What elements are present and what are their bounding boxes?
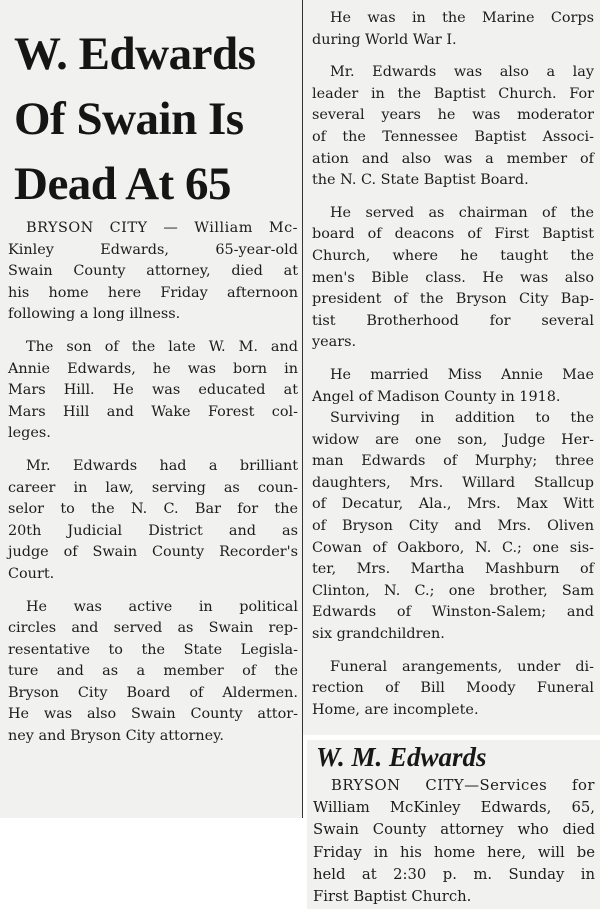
text-line: selor to the N. C. Bar for the (8, 501, 298, 518)
text-line: BRYSON CITY — William Mc- (26, 220, 298, 236)
text-line: of Decatur, Ala., Mrs. Max Witt (312, 496, 594, 513)
notice-heading: W. M. Edwards (316, 742, 487, 772)
text-line: First Baptist Church. (313, 888, 472, 906)
text-line: Bryson City Board of Aldermen. (8, 684, 298, 701)
text-line: following a long illness. (8, 306, 181, 323)
paragraph (8, 337, 298, 445)
paragraph (312, 657, 594, 722)
paragraph (312, 408, 594, 646)
text-line: Mr. Edwards had a brilliant (26, 457, 298, 474)
headline-line: Of Swain Is (14, 93, 244, 145)
text-line: ture and as a member of the (8, 663, 298, 680)
text-line: He was also Swain County attor- (8, 706, 298, 723)
text-line: The son of the late W. M. and (26, 338, 298, 355)
paragraph (312, 8, 594, 51)
text-line: Home, are incomplete. (312, 701, 479, 718)
paragraph (312, 203, 594, 354)
text-line: circles and served as Swain rep- (8, 620, 298, 637)
paragraph (313, 775, 595, 908)
text-line: during World War I. (312, 31, 457, 48)
text-line: years. (312, 334, 357, 351)
headline-line: Dead At 65 (14, 158, 231, 210)
text-line: He was active in political (26, 598, 298, 615)
text-line: Friday in his home here, will be (313, 843, 595, 861)
text-line: Edwards of Winston-Salem; and (312, 604, 594, 621)
paragraph (312, 62, 594, 192)
text-line: of the Tennessee Baptist Associ- (312, 128, 594, 145)
text-line: Clinton, N. C.; one brother, Sam (312, 582, 594, 599)
text-line: 20th Judicial District and as (8, 522, 298, 539)
text-line: Swain County attorney who died (313, 821, 595, 839)
text-line: Mars Hill and Wake Forest col- (8, 403, 298, 420)
text-line: Annie Edwards, he was born in (8, 360, 298, 377)
text-line: of Bryson City and Mrs. Oliven (312, 518, 594, 535)
text-line: Mr. Edwards was also a lay (330, 64, 594, 81)
text-line: judge of Swain County Recorder's (8, 544, 298, 561)
text-line: leader in the Baptist Church. For (312, 85, 594, 102)
text-line: several years he was moderator (312, 107, 594, 124)
text-line: He married Miss Annie Mae (330, 366, 594, 383)
text-line: president of the Bryson City Bap- (312, 291, 594, 308)
text-line: Surviving in addition to the (330, 410, 594, 427)
text-line: career in law, serving as coun- (8, 479, 298, 496)
text-line: Funeral arangements, under di- (330, 658, 594, 675)
text-line: six grandchildren. (312, 626, 445, 643)
headline-line: W. Edwards (14, 28, 256, 80)
notice-body (313, 775, 595, 908)
text-line: Church, where he taught the (312, 247, 594, 264)
text-line: the N. C. State Baptist Board. (312, 172, 529, 189)
text-line: rection of Bill Moody Funeral (312, 680, 594, 697)
text-line: ney and Bryson City attorney. (8, 728, 224, 745)
text-line: board of deacons of First Baptist (312, 226, 594, 243)
text-line: William McKinley Edwards, 65, (313, 799, 595, 817)
text-line: held at 2:30 p. m. Sunday in (313, 865, 595, 883)
text-line: widow are one son, Judge Her- (312, 431, 594, 448)
paragraph (8, 218, 298, 326)
text-line: Angel of Madison County in 1918. (312, 388, 561, 405)
text-line: Court. (8, 565, 55, 582)
text-line: daughters, Mrs. Willard Stallcup (312, 474, 594, 491)
text-line: Kinley Edwards, 65-year-old (8, 241, 298, 258)
paragraph (8, 456, 298, 586)
text-line: BRYSON CITY—Services for (331, 777, 595, 794)
text-line: leges. (8, 425, 51, 442)
text-line: Swain County attorney, died at (8, 263, 298, 280)
column-rule (302, 0, 303, 818)
text-line: ation and also was a member of (312, 150, 594, 167)
text-line: men's Bible class. He was also (312, 269, 594, 286)
text-line: ter, Mrs. Martha Mashburn of (312, 561, 594, 578)
paragraph (8, 597, 298, 748)
text-line: He served as chairman of the (330, 204, 594, 221)
article-right-column (312, 8, 594, 732)
text-line: tist Brotherhood for several (312, 312, 594, 329)
text-line: his home here Friday afternoon (8, 284, 298, 301)
headline (14, 22, 292, 217)
text-line: man Edwards of Murphy; three (312, 453, 594, 470)
text-line: He was in the Marine Corps (330, 10, 594, 26)
text-line: resentative to the State Legisla- (8, 641, 298, 658)
text-line: Cowan of Oakboro, N. C.; one sis- (312, 539, 594, 556)
text-line: Mars Hill. He was educated at (8, 382, 298, 399)
paragraph (312, 365, 594, 408)
article-left-column (8, 218, 298, 759)
